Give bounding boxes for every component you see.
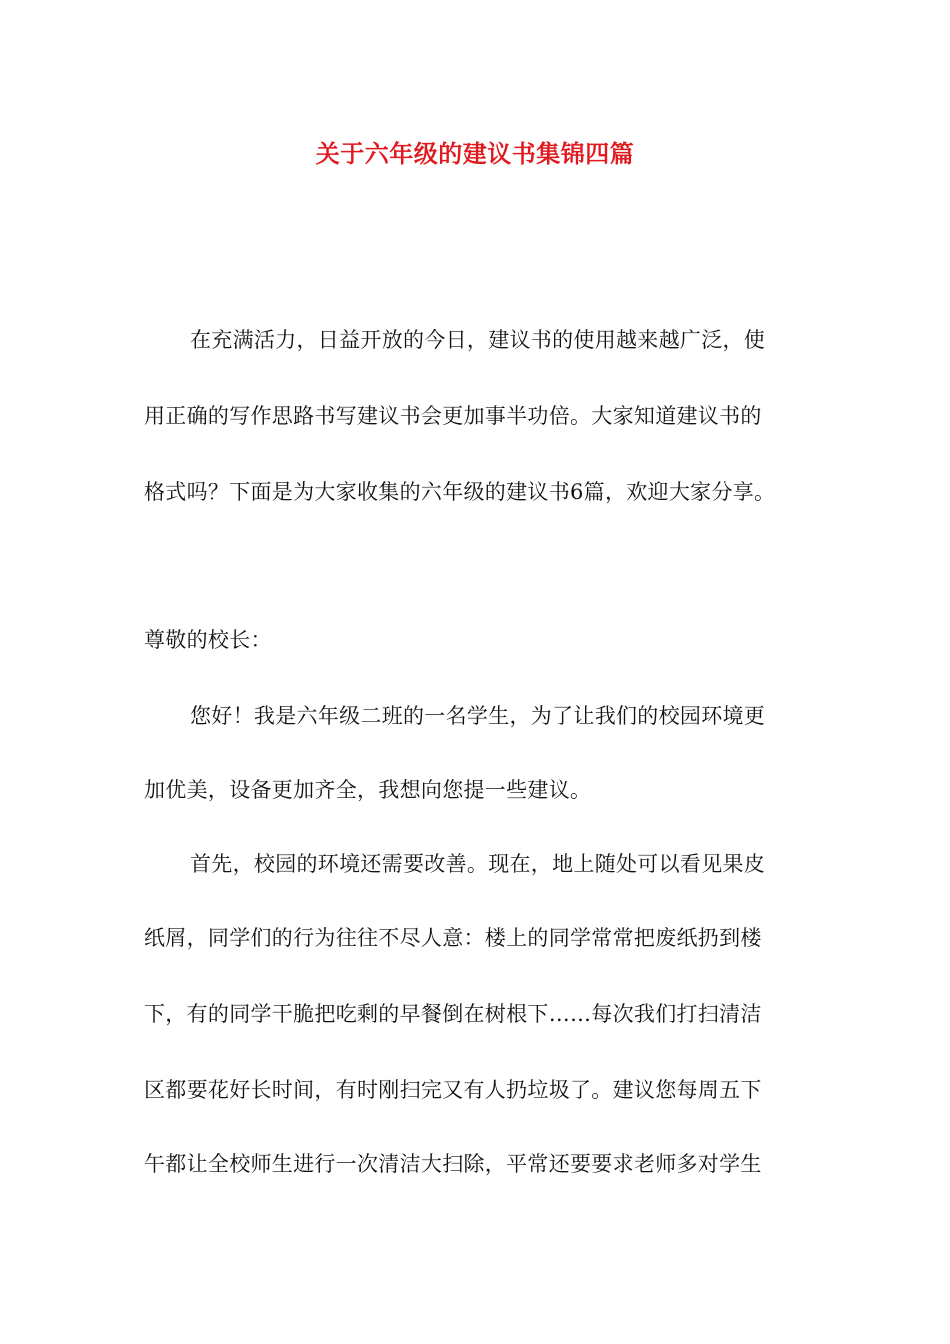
- intro-line-3: 格式吗？下面是为大家收集的六年级的建议书6篇，欢迎大家分享。: [144, 480, 776, 504]
- para2-line-2: 纸屑，同学们的行为往往不尽人意：楼上的同学常常把废纸扔到楼: [144, 926, 762, 950]
- salutation: 尊敬的校长：: [144, 628, 272, 652]
- document-title: 关于六年级的建议书集锦四篇: [315, 140, 635, 168]
- para1-line-1: 您好！我是六年级二班的一名学生，为了让我们的校园环境更: [190, 704, 766, 728]
- para2-line-1: 首先，校园的环境还需要改善。现在，地上随处可以看见果皮: [190, 852, 766, 876]
- para1-line-2: 加优美，设备更加齐全，我想向您提一些建议。: [144, 778, 592, 802]
- intro-line-2: 用正确的写作思路书写建议书会更加事半功倍。大家知道建议书的: [144, 404, 762, 428]
- para2-line-4: 区都要花好长时间，有时刚扫完又有人扔垃圾了。建议您每周五下: [144, 1078, 762, 1102]
- para2-line-5: 午都让全校师生进行一次清洁大扫除，平常还要要求老师多对学生: [144, 1152, 762, 1176]
- intro-line-1: 在充满活力，日益开放的今日，建议书的使用越来越广泛，使: [190, 328, 766, 352]
- para2-line-3: 下，有的同学干脆把吃剩的早餐倒在树根下……每次我们打扫清洁: [144, 1002, 762, 1026]
